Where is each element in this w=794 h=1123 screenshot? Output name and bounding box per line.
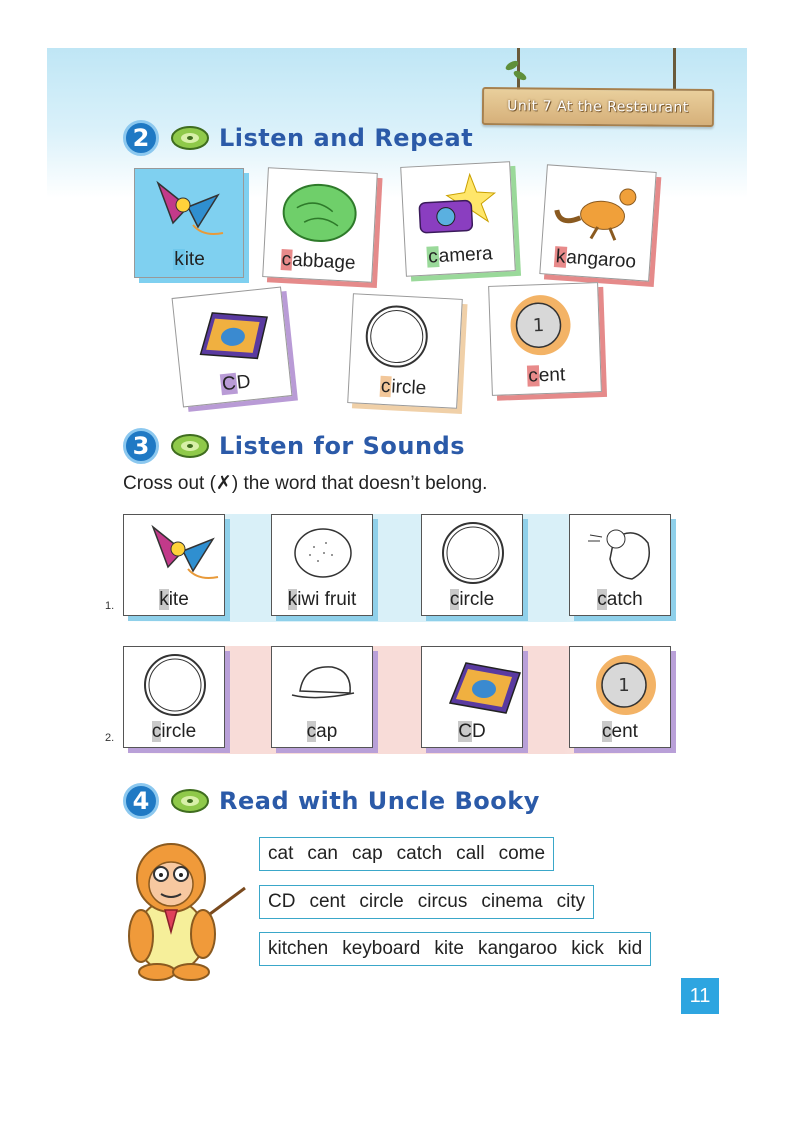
word-card[interactable] xyxy=(271,646,373,748)
card-word xyxy=(124,721,224,743)
word-card[interactable] xyxy=(123,514,225,616)
svg-text:1: 1 xyxy=(532,315,545,337)
audio-cd-icon[interactable] xyxy=(171,789,209,813)
word-rest: ite xyxy=(184,249,205,270)
word: call xyxy=(456,843,485,864)
audio-cd-icon[interactable] xyxy=(171,126,209,150)
sign-rope-left xyxy=(517,48,520,90)
card-word xyxy=(422,589,522,611)
word: come xyxy=(498,843,546,864)
word: city xyxy=(556,891,586,912)
card-word xyxy=(570,589,670,611)
section-title: Read with Uncle Booky xyxy=(219,787,540,815)
audio-cd-icon[interactable] xyxy=(171,434,209,458)
card-word xyxy=(124,589,224,611)
word-card[interactable] xyxy=(271,514,373,616)
word-card[interactable] xyxy=(421,514,523,616)
word: cinema xyxy=(481,891,543,912)
word-rest: ircle xyxy=(459,589,495,610)
word-rest: angaroo xyxy=(565,246,637,273)
word-rest: ircle xyxy=(161,721,197,742)
initial-letter: c xyxy=(449,589,460,610)
card-word xyxy=(570,721,670,743)
word: kick xyxy=(571,938,604,959)
initial-letter: c xyxy=(281,249,292,271)
page-number: 11 xyxy=(681,978,719,1014)
unit-sign xyxy=(482,87,714,127)
cd-disc-icon xyxy=(173,288,280,299)
initial-letter: c xyxy=(306,721,317,742)
initial-letter: c xyxy=(527,365,539,387)
word: kangaroo xyxy=(477,938,558,959)
word: cat xyxy=(268,843,294,864)
section-number: 3 xyxy=(123,428,159,464)
initial-letter: c xyxy=(597,589,607,610)
card-word xyxy=(541,245,650,274)
word-rest: ent xyxy=(611,721,638,742)
initial-letter: k xyxy=(287,589,298,610)
picture-card xyxy=(134,168,244,278)
word: kid xyxy=(617,938,643,959)
word-list-box xyxy=(259,932,651,966)
word-list-box xyxy=(259,885,594,919)
picture-card xyxy=(262,167,378,283)
card-word xyxy=(405,242,514,270)
section-number: 2 xyxy=(123,120,159,156)
initial-letter: c xyxy=(602,721,612,742)
initial-letter: k xyxy=(555,246,567,268)
word-card[interactable] xyxy=(421,646,523,748)
row-number: 2. xyxy=(105,732,115,744)
word: kite xyxy=(434,938,464,959)
word-rest: iwi fruit xyxy=(297,589,357,610)
word-rest: amera xyxy=(438,243,494,268)
unit-title: Unit 7 At the Restaurant xyxy=(507,98,689,116)
word: keyboard xyxy=(342,938,421,959)
word: circus xyxy=(417,891,468,912)
section-title: Listen for Sounds xyxy=(219,432,466,460)
initial-letter: c xyxy=(380,375,391,398)
section-4-heading xyxy=(123,781,540,821)
svg-text:1: 1 xyxy=(618,675,630,696)
card-word xyxy=(135,249,243,271)
word-rest: ircle xyxy=(390,376,427,400)
section-2-heading xyxy=(123,118,473,158)
card-word xyxy=(349,374,458,402)
initial-letter: C xyxy=(221,372,237,396)
picture-card xyxy=(172,287,293,408)
word-card[interactable] xyxy=(123,646,225,748)
word: catch xyxy=(396,843,443,864)
word-rest: ent xyxy=(538,364,566,387)
picture-card xyxy=(400,161,516,277)
word-rest: D xyxy=(235,371,252,394)
initial-letter: c xyxy=(427,246,439,268)
initial-letter: k xyxy=(174,249,184,270)
word: cap xyxy=(352,843,383,864)
word-rest: atch xyxy=(606,589,643,610)
card-word xyxy=(492,363,601,389)
word-rest: ite xyxy=(168,589,189,610)
card-word xyxy=(422,721,522,743)
word-card[interactable] xyxy=(569,646,671,748)
word-rest: ap xyxy=(316,721,338,742)
initial-letter: C xyxy=(458,721,472,742)
word-card[interactable] xyxy=(569,514,671,616)
word: kitchen xyxy=(268,938,329,959)
section-title: Listen and Repeat xyxy=(219,124,474,152)
card-word xyxy=(264,248,373,276)
uncle-booky-illustration xyxy=(121,836,251,987)
picture-card xyxy=(488,282,602,396)
picture-card xyxy=(539,164,656,281)
word: CD xyxy=(268,891,296,912)
word: can xyxy=(307,843,338,864)
card-word xyxy=(272,589,372,611)
initial-letter: k xyxy=(159,589,169,610)
card-word xyxy=(272,721,372,743)
sign-rope-right xyxy=(673,48,676,90)
coin-icon xyxy=(489,283,597,337)
word: cent xyxy=(309,891,346,912)
initial-letter: c xyxy=(151,721,162,742)
word-list-box xyxy=(259,837,554,871)
section-3-heading xyxy=(123,426,465,466)
workbook-page xyxy=(47,48,747,1048)
word-rest: D xyxy=(472,721,486,742)
section-number: 4 xyxy=(123,783,159,819)
word-rest: abbage xyxy=(291,249,357,274)
picture-card xyxy=(347,293,463,409)
circle-icon xyxy=(354,294,462,300)
row-number: 1. xyxy=(105,600,115,612)
word: circle xyxy=(359,891,404,912)
instruction-text: Cross out (✗) the word that doesn’t belong. xyxy=(123,473,488,494)
